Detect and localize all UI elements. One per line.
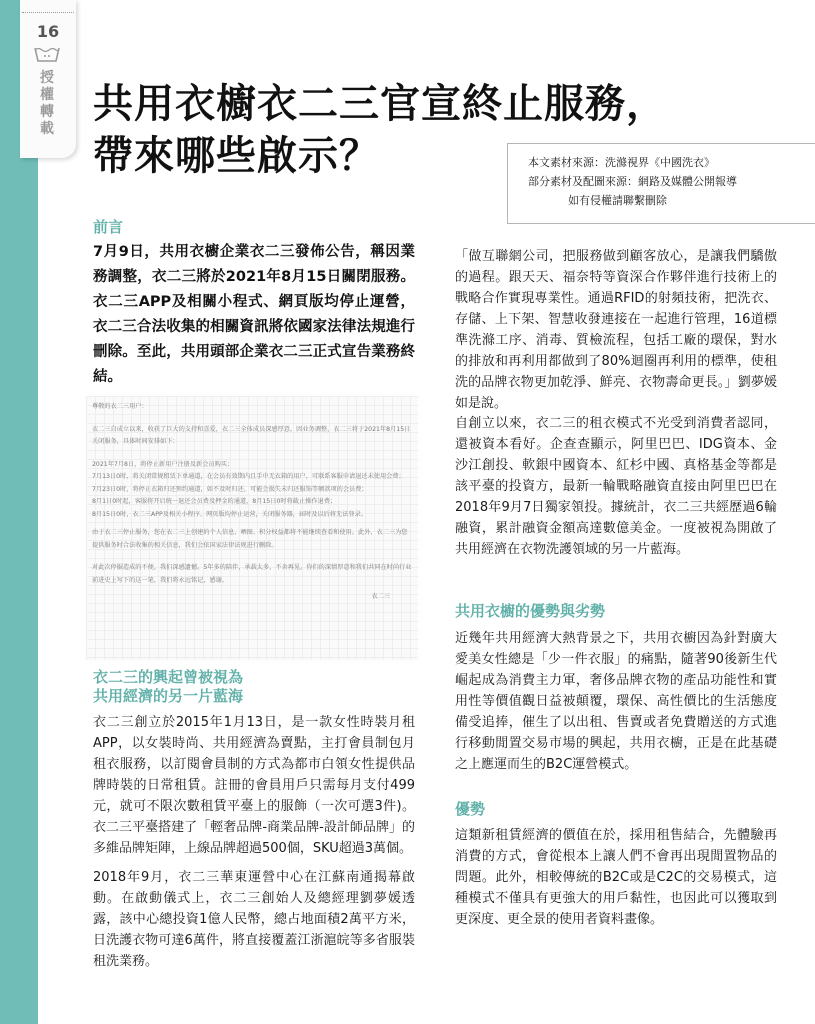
intro-heading: 前言 xyxy=(93,218,124,236)
announcement-letter-image xyxy=(86,396,418,660)
body-paragraph: 衣二三創立於2015年1月13日，是一款女性時裝月租APP，以女裝時尚、共用經濟為賣點，主打會員制包月租衣服務，以訂閱會員制的方式為都市白領女性提供品牌時裝的日常租賃。註冊的會員用戶只需每月支付499 元，就可不限次數租賃平臺上的服飾（一次可選3件)。衣二三平臺搭建了「輕奢品牌-商業品牌-設計師品牌」的多維品牌矩陣，上線品牌超過500個，SKU超過3萬個。 xyxy=(93,715,429,856)
source-line-3: 如有侵權請聯繫刪除 xyxy=(568,194,667,207)
page-number: 16 xyxy=(36,22,60,41)
source-line-2: 部分素材及配圖來源：網路及媒體公開報導 xyxy=(528,175,737,188)
letter-item: 7月23日0时，将停止衣箱归还预约通道，如不及时归还，可能会损失未归还服饰等额款项的会员费； xyxy=(92,485,368,493)
letter-item: 8月15日0时，衣二三APP及相关小程序、网页版均停止运营，关闭服务器，届时及以后将无法登录。 xyxy=(92,510,367,518)
source-credit-box xyxy=(507,143,815,224)
advantage-paragraph: 這類新租賃經濟的價值在於，採用租售結合，先體驗再消費的方式，會從根本上讓人們不會再出現閒置物品的問題。此外，相較傳統的B2C或是C2C的交易模式，這種模式不僅具有更強大的用戶黏性，也因此可以獲取到更深度、更全景的使用者資料畫像。 xyxy=(455,828,777,927)
title-line-2: 帶來哪些啟示？ xyxy=(93,133,380,179)
advantage-heading: 優勢 xyxy=(455,800,486,818)
letter-paragraph: 对此次停服造成的不便，我们深感遗憾。5年多的陪伴，承载太多，不舍再见。你们的深情厚意和我们共同在时尚行业前进史上写下的这一笔，我们将永远铭记，感谢。 xyxy=(92,564,412,584)
wash-basin-icon xyxy=(34,46,60,62)
source-line-1: 本文素材來源：洗滌視界《中國洗衣》 xyxy=(528,156,715,169)
funding-paragraph: 自創立以來，衣二三的租衣模式不光受到消費者認同，還被資本看好。企查查顯示，阿里巴巴、IDG資本、金沙江創投、軟銀中國資本、紅杉中國、真格基金等都是該平臺的投資方，最新一輪戰略融資直接由阿里巴巴在2018年9月7日獨家領投。據統計，衣二三共經歷過6輪融資，累計融資金額高達數億美金。一度被視為開啟了共用經濟在衣物洗護領域的另一片藍海。 xyxy=(455,416,777,557)
section-rise-body xyxy=(93,712,429,980)
letter-salutation: 尊敬的衣二三用户： xyxy=(92,403,148,410)
tab-stitch-line xyxy=(22,12,74,13)
letter-signature: 衣二三 xyxy=(371,593,390,600)
pros-cons-heading: 共用衣櫥的優勢與劣勢 xyxy=(455,602,606,620)
letter-item: 7月13日0时，将关闭常规租赁下单通道，在会员有效期内且手中无衣箱的用户，可联系客服申请退还未使用会费； xyxy=(92,473,405,480)
section-rise-heading-line-1: 衣二三的興起曾被視為 xyxy=(93,668,244,686)
section-rise-heading-line-2: 共用經濟的另一片藍海 xyxy=(93,687,244,705)
body-paragraph: 2018年9月，衣二三華東運營中心在江蘇南通揭幕啟動。在啟動儀式上，衣二三創始人及總經理劉夢媛透露，該中心總投資1億人民幣，總占地面積2萬平方米，日洗護衣物可達6萬件，將直接覆蓋江浙滬皖等多省服裝租洗業務。 xyxy=(93,870,415,969)
founder-quote-paragraph: 「做互聯網公司，把服務做到顧客放心，是讓我們驕傲的過程。跟天天、福奈特等資深合作夥伴進行技術上的戰略合作實現專業性。通過RFID的射頻技術，把洗衣、存儲、上下架、智慧收發連接在一起進行管理，16道標準洗滌工序、消毒、質檢流程，包括工廠的環保，對水的排放和再利用都做到了80%迴圈再利用的標準，使租洗的品牌衣物更加乾淨、鮮亮、衣物壽命更長。」劉夢媛如是說。 xyxy=(455,249,777,411)
letter-item: 8月1日0时起，客服将开启统一退还会员费及押金的通道，8月15日0时将截止操作退费； xyxy=(92,498,337,505)
section-rise-heading xyxy=(93,668,243,706)
intro-lead-paragraph: 7月9日，共用衣櫥企業衣二三發佈公告，稱因業務調整，衣二三將於2021年8月15日關閉服務。衣二三APP及相關小程式、網頁版均停止運營，衣二三合法收集的相關資訊將依國家法律法規進行刪除。至此，共用頭部企業衣二三正式宣告業務終結。 xyxy=(93,244,415,385)
letter-paragraph: 由于衣二三停止服务，您在衣二三上创建的个人信息、晒图、积分权益都将不能继续查看和使用。此外，衣二三为您提供服务时合法收集的相关信息，我们会依国家法律法规进行删除。 xyxy=(92,529,408,549)
reprint-authorized-label: 授權轉載 xyxy=(40,70,54,137)
letter-paragraph: 衣二三自成立以来，收获了巨大的支持和喜爱，衣二三全体成员深感厚意。因业务调整，衣二三将于2021年8月15日关闭服务，具体时间安排如下： xyxy=(92,425,411,445)
title-line-1: 共用衣櫥衣二三官宣終止服務， xyxy=(93,81,667,127)
letter-item: 2021年7月8日，将停止新用户注册及新会员购买； xyxy=(92,460,234,468)
pros-cons-paragraph: 近幾年共用經濟大熱背景之下，共用衣櫥因為針對廣大愛美女性總是「少一件衣服」的痛點，隨著90後新生代崛起成為消費主力軍，奢侈品牌衣物的產品功能性和實用性等價值觀日益被顛覆，環保、高性價比的生活態度備受追捧，催生了以出租、售賣或者免費贈送的方式進行移動閒置交易市場的興起，共用衣櫥，正是在此基礎之上應運而生的B2C運營模式。 xyxy=(455,631,777,772)
